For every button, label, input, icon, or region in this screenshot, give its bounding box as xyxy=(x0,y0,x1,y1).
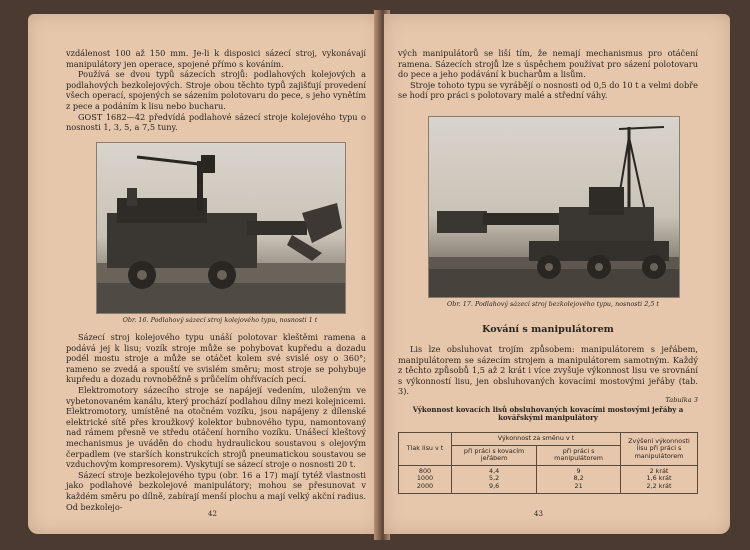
cell: 5,2 xyxy=(489,474,500,483)
left-paragraph: Sázecí stroje bezkolejového typu (obr. 16 a 17) mají tytéž vlastnosti jako podlahové bezkolejové manipulátory; mohou se přesunovat v každém směru po dílně, zabírají menší plochu a mají velký akční radius. Od bezkolejo- xyxy=(66,469,366,512)
left-bottom-text xyxy=(66,332,366,512)
left-paragraph: vzdálenost 100 až 150 mm. Je-li k disposici sázecí stroj, vykonávají manipulátory jen operace, spojené přímo s kováním. xyxy=(66,48,366,69)
right-top-text xyxy=(398,48,698,101)
figure-16-photo xyxy=(96,142,346,314)
cell: 21 xyxy=(574,481,583,490)
right-paragraph: Stroje tohoto typu se vyrábějí o nosnosti od 0,5 do 10 t a velmi dobře se hodí pro práci s polotovary malé a střední váhy. xyxy=(398,79,698,101)
header-press: Tlak lisu v t xyxy=(399,433,452,466)
header-increase: Zvýšení výkonnosti lisu při práci s manipulátorem xyxy=(621,433,698,466)
right-paragraph: vých manipulátorů se liší tím, že nemají mechanismus pro otáčení ramena. Sázecích strojů lze s úspěchem používat pro sázení polotovaru do pece a jeho podávání k bucharům a lisům. xyxy=(398,48,698,80)
table-row xyxy=(399,465,698,493)
table-header-row xyxy=(399,433,698,446)
figure-16-caption: Obr. 16. Podlahový sázecí stroj kolejového typu, nosnosti 1 t xyxy=(122,316,318,324)
cell: 9 xyxy=(576,466,581,475)
cell: 4,4 xyxy=(489,466,500,475)
header-crane: při práci s kovacím jeřábem xyxy=(452,445,537,465)
rail-manipulator-illustration xyxy=(97,143,345,313)
crane-values xyxy=(452,465,537,493)
table-title: Výkonnost kovacích lisů obsluhovaných kovacími mostovými jeřáby a kovářskými manipulátory xyxy=(412,405,684,423)
right-page xyxy=(384,14,730,534)
trackless-manipulator-illustration xyxy=(429,117,679,297)
cell: 800 xyxy=(418,466,432,475)
cell: 2000 xyxy=(416,481,434,490)
page-number-right: 43 xyxy=(534,510,543,518)
header-output: Výkonnost za směnu v t xyxy=(452,433,621,446)
cell: 8,2 xyxy=(573,474,584,483)
output-table xyxy=(398,432,698,494)
press-values xyxy=(399,465,452,493)
cell: 2,2 krát xyxy=(646,481,672,490)
left-paragraph: Sázecí stroj kolejového typu unáší polotovar kleštěmi ramena a podává jej k lisu; vozík stroje může se pohybovat kupředu a dozadu podél mostu stroje a může se otáčet kolem své svislé osy o 360°; rameno se zvedá a spouští ve svislém směru; most stroje se pohybuje kupředu a dozadu rovnoběžně s průčelím ohřívacích pecí. xyxy=(66,332,366,385)
cell: 1000 xyxy=(416,474,434,483)
right-paragraph: Lis lze obsluhovat trojím způsobem: manipulátorem s jeřábem, manipulátorem se sázecím strojem a manipulátorem samotným. Každý z těchto způsobů 1,5 až 2 krát i více zvyšuje výkonnost lisu ve srovnání s výkonností lisu, jen obsluhovaných kovacími mostovými jeřáby (tab. 3). xyxy=(398,344,698,397)
page-number-left: 42 xyxy=(208,510,217,518)
right-section-text xyxy=(398,344,698,397)
increase-values xyxy=(621,465,698,493)
left-page xyxy=(28,14,380,534)
left-paragraph: GOST 1682—42 předvídá podlahové sázecí stroje kolejového typu o nosnosti 1, 3, 5, a 7,5 tuny. xyxy=(66,111,366,133)
header-manip: při práci s manipulátorem xyxy=(537,445,621,465)
manip-values xyxy=(537,465,621,493)
section-heading: Kování s manipulátorem xyxy=(482,324,614,335)
table-label: Tabulka 3 xyxy=(665,396,698,404)
left-paragraph: Používá se dvou typů sázecích strojů: podlahových kolejových a podlahových bezkolejových. Stroje obou těchto typů zajišťují provedení všech operací, spojených se sázením polotovaru do pece, s jeho vynětím z pece a podáním k lisu nebo bucharu. xyxy=(66,69,366,111)
cell: 9,6 xyxy=(489,481,500,490)
cell: 1,6 krát xyxy=(646,474,672,483)
left-paragraph: Elektromotory sázecího stroje se napájejí vedením, uloženým ve vybetonovaném kanálu, který prochází podlahou dílny mezi kolejnicemi. Elektromotory, umístěné na otočném vozíku, jsou napájeny z dílenské elektrické sítě přes kroužkový kolektor bubnového typu, namontovaný nad rámem přesně ve středu otáčení horního vozíku. Unášecí kleštový mechanismus je uváděn do chodu hydraulickou soustavou s olejovým čerpadlem (ve starších konstrukcích strojů pneumatickou soustavou se vzduchovým kompresorem). Vyskytují se sázecí stroje o nosnosti 20 t. xyxy=(66,384,366,470)
figure-17-caption: Obr. 17. Podlahový sázecí stroj bezkolejového typu, nosnosti 2,5 t xyxy=(447,300,659,308)
left-top-text xyxy=(66,48,366,133)
figure-17-photo xyxy=(428,116,680,298)
cell: 2 krát xyxy=(649,466,669,475)
